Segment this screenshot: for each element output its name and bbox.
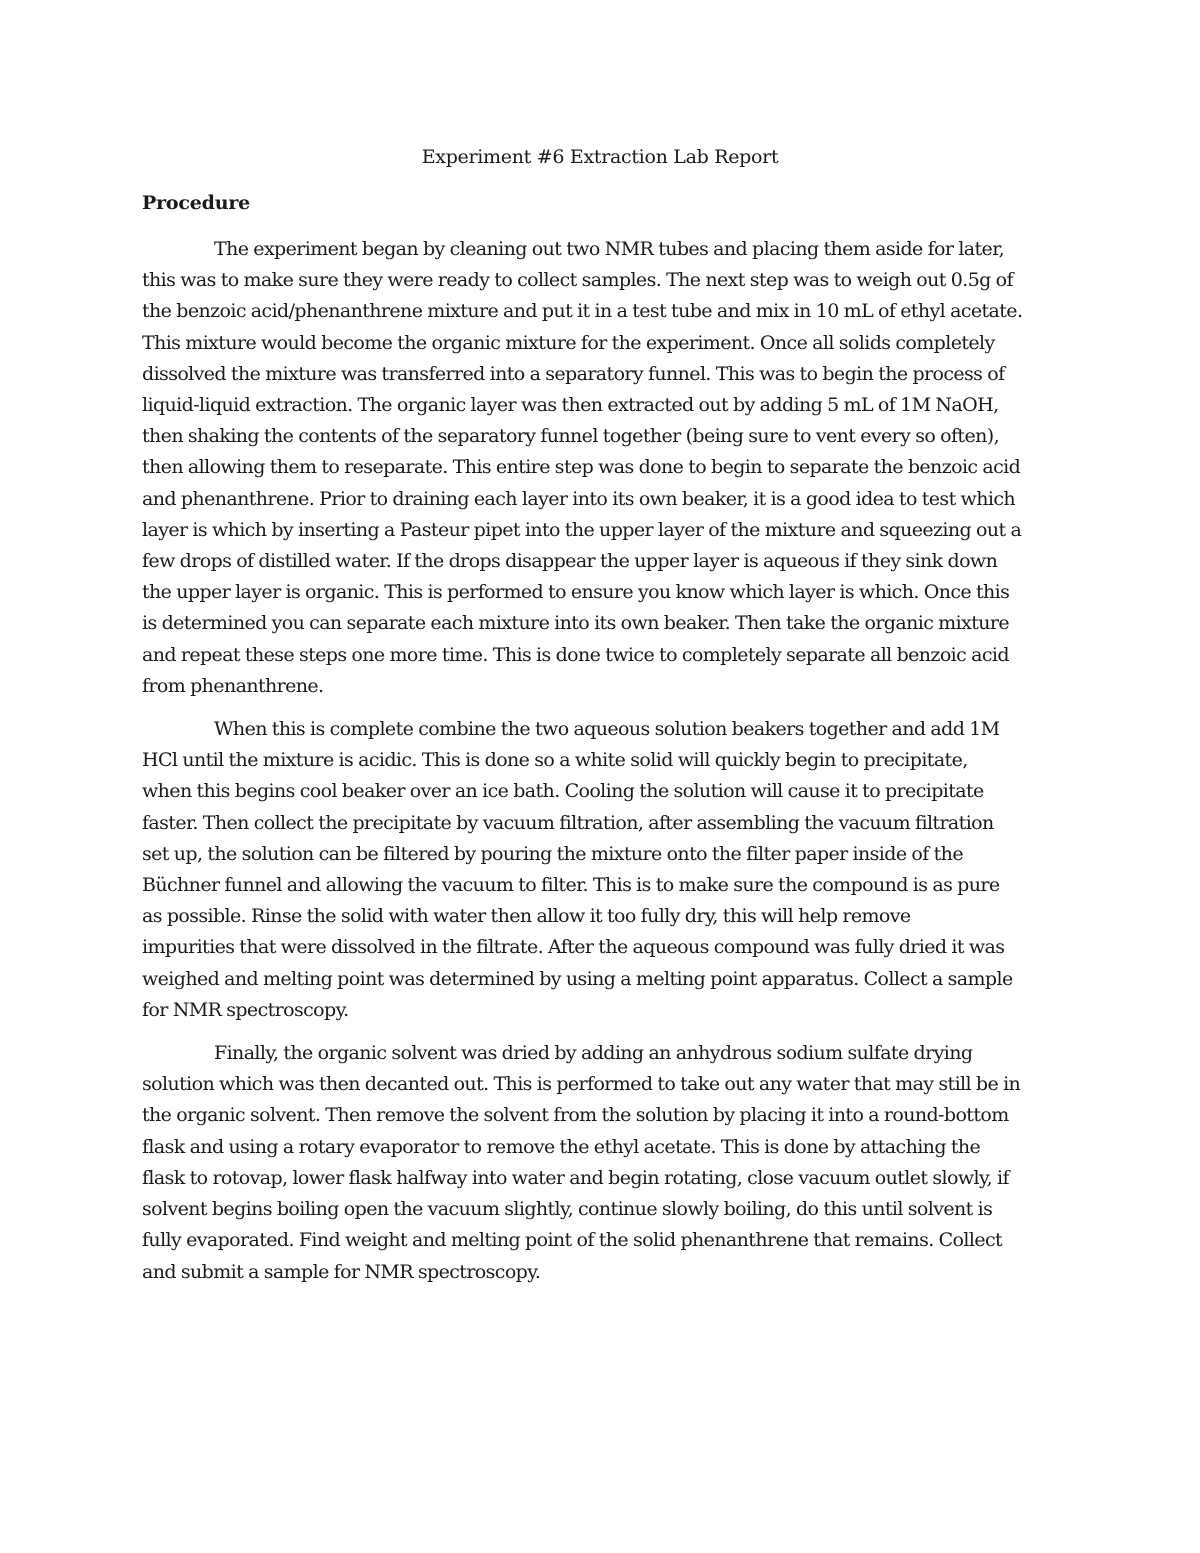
section-heading-procedure: Procedure <box>142 192 251 214</box>
paragraph-line: and phenanthrene. Prior to draining each layer into its own beaker, it is a good idea to test which <box>142 487 1016 510</box>
paragraph-line: solution which was then decanted out. This is performed to take out any water that may still be in <box>142 1073 1021 1096</box>
paragraph-line: the organic solvent. Then remove the solvent from the solution by placing it into a round-bottom <box>142 1104 1009 1127</box>
paragraph-line: When this is complete combine the two aqueous solution beakers together and add 1M <box>214 718 1000 741</box>
paragraph-line: This mixture would become the organic mixture for the experiment. Once all solids completely <box>142 331 995 354</box>
paragraph-line: this was to make sure they were ready to collect samples. The next step was to weigh out 0.5g of <box>142 269 1013 292</box>
paragraph-line: for NMR spectroscopy. <box>142 998 349 1021</box>
paragraph-line: as possible. Rinse the solid with water then allow it too fully dry, this will help remove <box>142 905 911 928</box>
paragraph-line: dissolved the mixture was transferred into a separatory funnel. This was to begin the process of <box>142 362 1005 385</box>
paragraph-line: flask and using a rotary evaporator to remove the ethyl acetate. This is done by attaching the <box>142 1135 981 1158</box>
document-title: Experiment #6 Extraction Lab Report <box>421 146 779 168</box>
paragraph-line: HCl until the mixture is acidic. This is done so a white solid will quickly begin to precipitate, <box>142 749 968 772</box>
paragraph-line: few drops of distilled water. If the drops disappear the upper layer is aqueous if they sink down <box>142 550 998 573</box>
paragraph-line: then allowing them to reseparate. This entire step was done to begin to separate the benzoic acid <box>142 456 1021 479</box>
paragraph-line: then shaking the contents of the separatory funnel together (being sure to vent every so often), <box>142 425 1000 448</box>
paragraph-line: and submit a sample for NMR spectroscopy. <box>142 1260 541 1283</box>
paragraph-line: flask to rotovap, lower flask halfway into water and begin rotating, close vacuum outlet slowly, if <box>142 1166 1009 1189</box>
paragraph-1 <box>142 234 1062 702</box>
paragraph-2 <box>142 714 1062 1026</box>
paragraph-line: solvent begins boiling open the vacuum slightly, continue slowly boiling, do this until solvent is <box>142 1198 993 1221</box>
paragraph-line: set up, the solution can be filtered by pouring the mixture onto the filter paper inside of the <box>142 842 963 865</box>
paragraph-line: The experiment began by cleaning out two NMR tubes and placing them aside for later, <box>214 238 1005 260</box>
paragraph-line: weighed and melting point was determined by using a melting point apparatus. Collect a sample <box>142 967 1013 990</box>
paragraph-line: fully evaporated. Find weight and melting point of the solid phenanthrene that remains. Collect <box>142 1229 1003 1252</box>
paragraph-line: layer is which by inserting a Pasteur pipet into the upper layer of the mixture and squeezing out a <box>142 518 1022 541</box>
paragraph-line: the benzoic acid/phenanthrene mixture and put it in a test tube and mix in 10 mL of ethyl acetate. <box>142 300 1023 323</box>
paragraph-line: from phenanthrene. <box>142 674 324 697</box>
paragraph-line: liquid-liquid extraction. The organic layer was then extracted out by adding 5 mL of 1M NaOH, <box>142 394 999 417</box>
paragraph-line: the upper layer is organic. This is performed to ensure you know which layer is which. Once this <box>142 581 1010 604</box>
paragraph-3 <box>142 1038 1062 1288</box>
paragraph-line: Büchner funnel and allowing the vacuum to filter. This is to make sure the compound is as pure <box>142 874 1000 897</box>
paragraph-line: is determined you can separate each mixture into its own beaker. Then take the organic mixture <box>142 612 1009 635</box>
paragraph-line: impurities that were dissolved in the filtrate. After the aqueous compound was fully dried it was <box>142 936 1005 959</box>
procedure-body <box>142 234 1062 1300</box>
paragraph-line: Finally, the organic solvent was dried by adding an anhydrous sodium sulfate drying <box>214 1042 973 1065</box>
paragraph-line: and repeat these steps one more time. This is done twice to completely separate all benzoic acid <box>142 643 1009 666</box>
paragraph-line: faster. Then collect the precipitate by vacuum filtration, after assembling the vacuum filtration <box>142 811 994 834</box>
paragraph-line: when this begins cool beaker over an ice bath. Cooling the solution will cause it to precipitate <box>142 780 984 803</box>
